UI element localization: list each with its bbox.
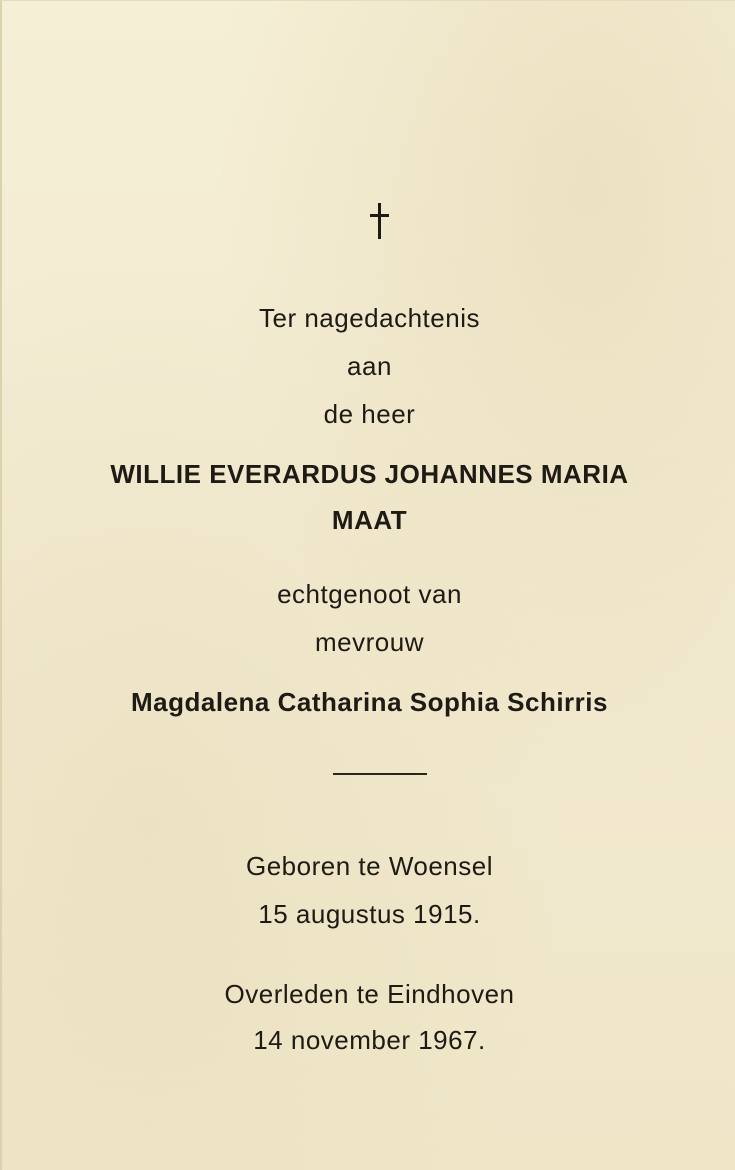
spouse-intro: echtgenoot van (277, 579, 462, 609)
cross-icon (369, 203, 391, 239)
born-date: 15 augustus 1915. (258, 899, 481, 929)
born-place: Geboren te Woensel (246, 851, 493, 881)
died-place: Overleden te Eindhoven (224, 979, 515, 1009)
name-line-2: MAAT (331, 505, 408, 535)
divider (333, 773, 427, 775)
heading: Ter nagedachtenis (259, 303, 480, 333)
spouse-name: Magdalena Catharina Sophia Schirris (131, 687, 608, 717)
spouse-title: mevrouw (315, 627, 424, 657)
line-aan: aan (347, 351, 392, 381)
died-date: 14 november 1967. (253, 1025, 486, 1055)
name-line-1: WILLIE EVERARDUS JOHANNES MARIA (110, 459, 629, 489)
line-title: de heer (323, 399, 416, 429)
